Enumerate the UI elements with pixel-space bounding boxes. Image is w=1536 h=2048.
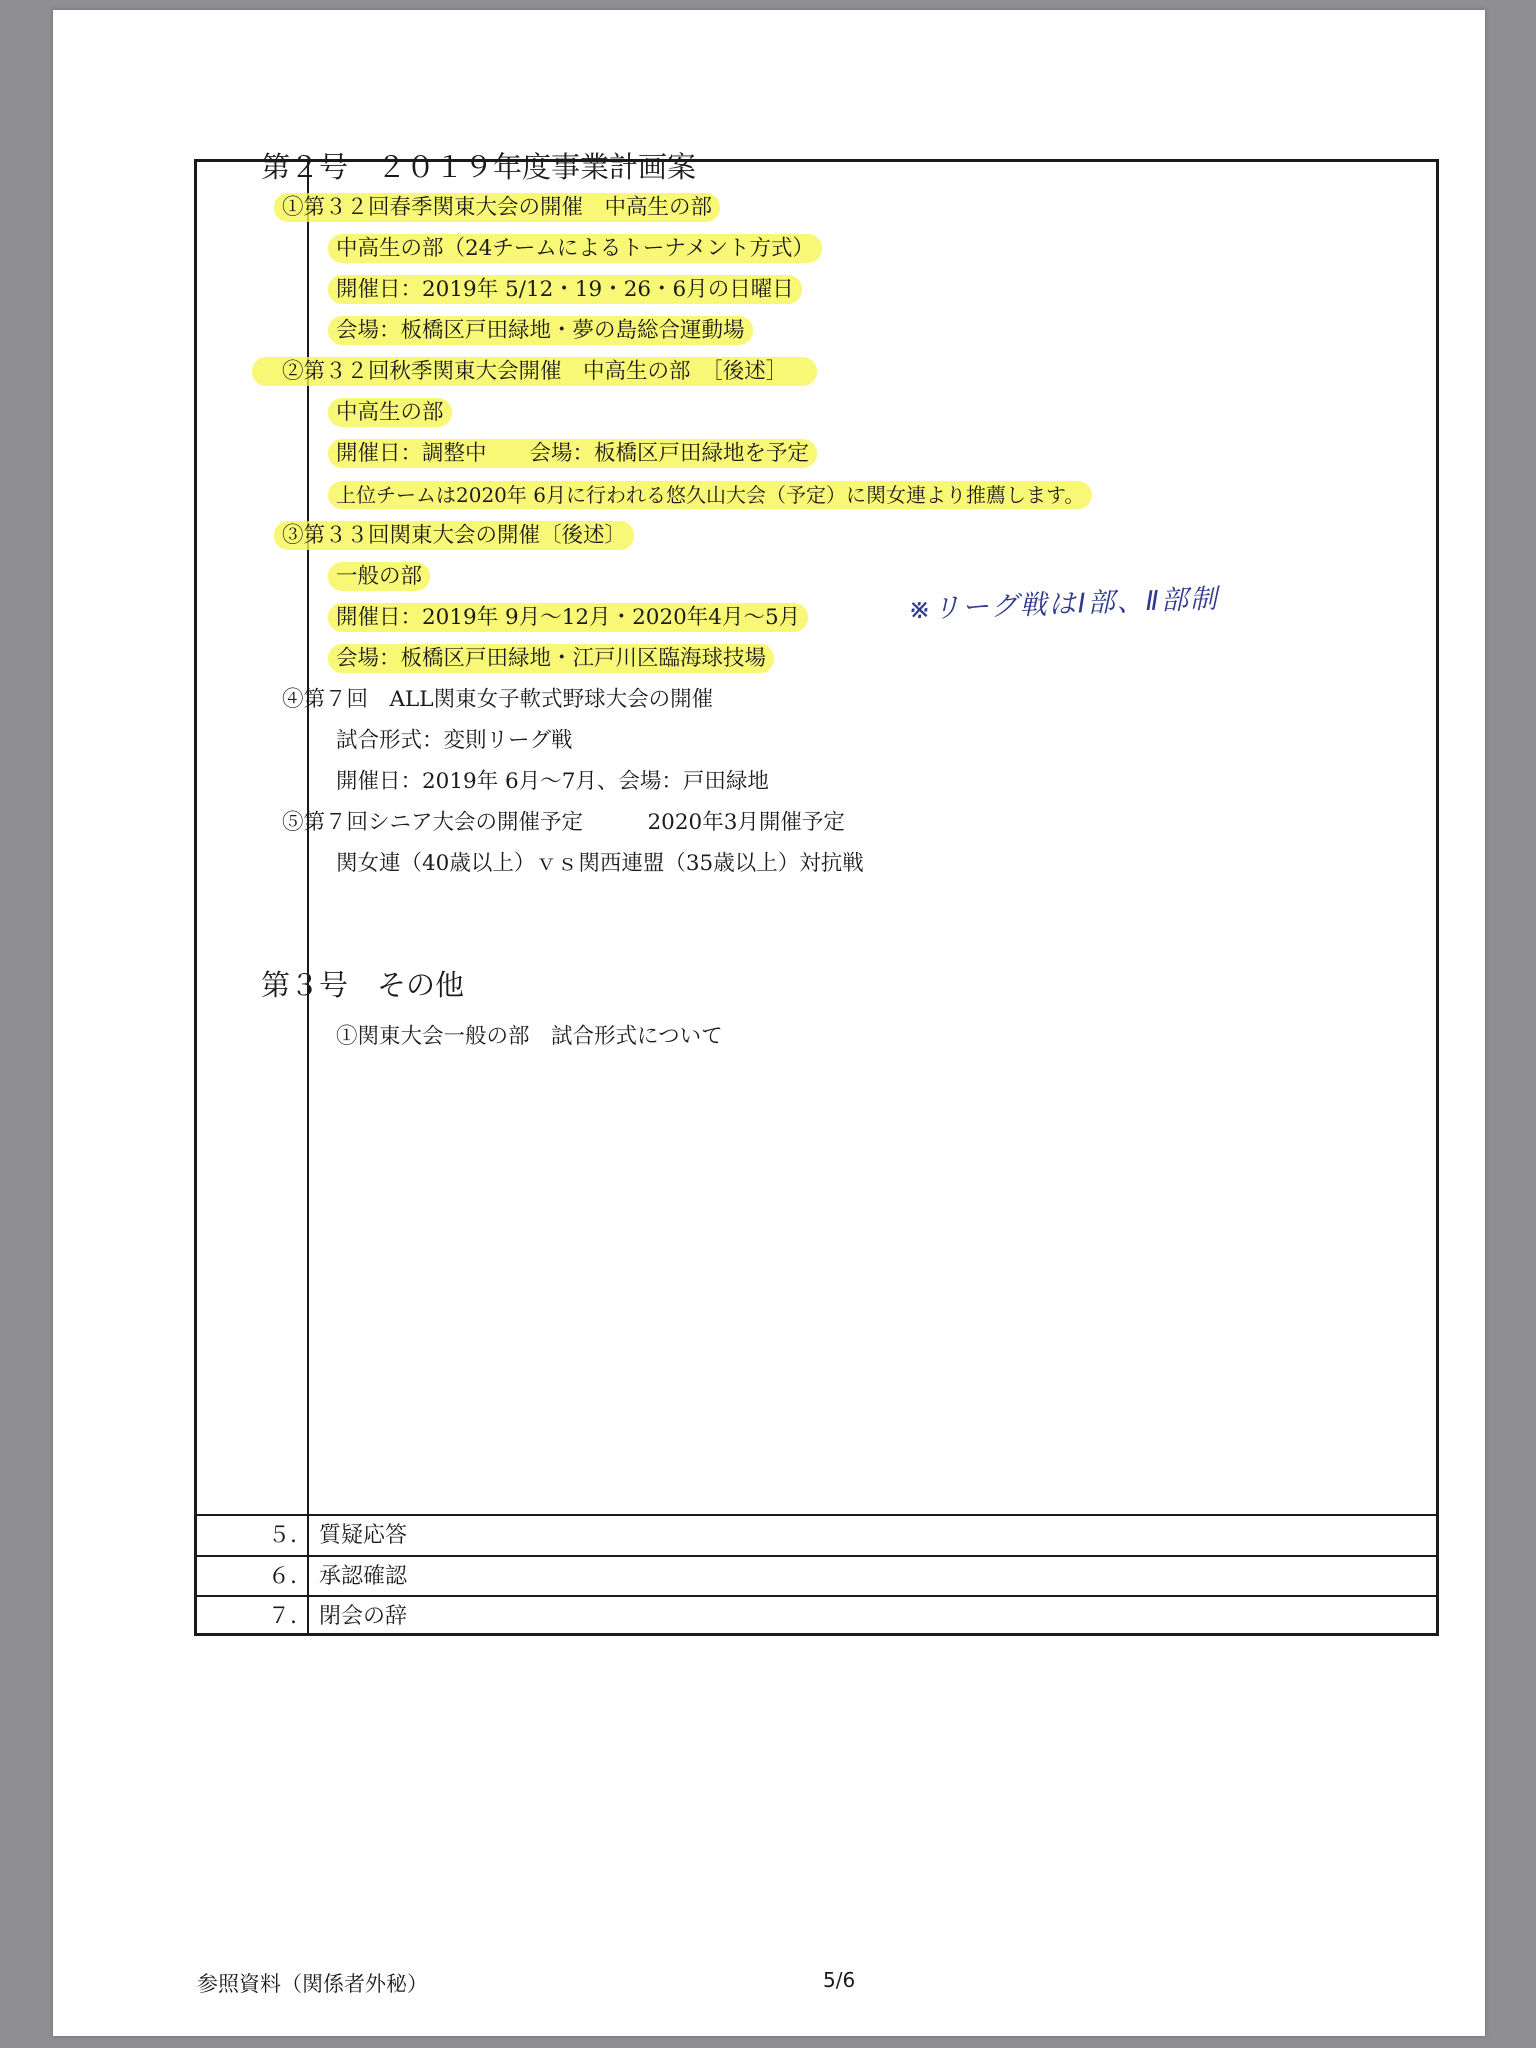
plan-item-title: ②第３２回秋季関東大会開催 中高生の部 ［後述］	[252, 357, 817, 386]
agenda-row-label: 承認確認	[319, 1564, 408, 1589]
plan-item-title: ⑤第７回シニア大会の開催予定 2020年3月開催予定	[282, 810, 845, 835]
plan-item-detail: 一般の部	[328, 562, 430, 591]
plan-item-detail: 会場：板橋区戸田緑地・江戸川区臨海球技場	[328, 644, 774, 673]
agenda-row-number: ７.	[268, 1604, 297, 1629]
footer-confidential-label: 参照資料（関係者外秘）	[197, 1972, 428, 1996]
agenda-row-number: ５.	[268, 1523, 297, 1548]
document-page	[53, 10, 1485, 2036]
plan-item-title: ③第３３回関東大会の開催〔後述〕	[274, 521, 634, 550]
plan-item-detail: 開催日：2019年 5/12・19・26・6月の日曜日	[328, 275, 802, 304]
plan-item-title: ④第７回 ALL関東女子軟式野球大会の開催	[282, 687, 714, 712]
agenda-row-number: ６.	[268, 1564, 297, 1589]
plan-item-title: ①第３２回春季関東大会の開催 中高生の部	[274, 193, 720, 222]
plan-item-detail: 中高生の部	[328, 398, 452, 427]
section-heading: 第３号 その他	[261, 968, 465, 1002]
plan-item-detail: 上位チームは2020年 6月に行われる悠久山大会（予定）に関女連より推薦します。	[328, 481, 1092, 509]
plan-item-detail: 会場：板橋区戸田緑地・夢の島総合運動場	[328, 316, 753, 345]
plan-item-detail: 開催日：2019年 9月～12月・2020年4月～5月	[328, 603, 808, 632]
plan-item-detail: 開催日：調整中 会場：板橋区戸田緑地を予定	[328, 439, 817, 468]
handwritten-note: ※リーグ戦はⅠ部、Ⅱ部制	[907, 583, 1220, 626]
section-heading: 第２号 ２０１９年度事業計画案	[261, 150, 697, 184]
plan-item-detail: 開催日：2019年 6月～7月、会場：戸田緑地	[336, 769, 769, 794]
page-number: 5/6	[823, 1968, 856, 1992]
plan-item-detail: 試合形式：変則リーグ戦	[336, 728, 573, 753]
plan-item-detail: 中高生の部（24チームによるトーナメント方式）	[328, 234, 822, 263]
plan-item-detail: 関女連（40歳以上）ｖｓ関西連盟（35歳以上）対抗戦	[336, 851, 864, 876]
other-item: ①関東大会一般の部 試合形式について	[336, 1024, 723, 1049]
agenda-row-label: 閉会の辞	[319, 1604, 408, 1629]
agenda-row-label: 質疑応答	[319, 1523, 408, 1548]
